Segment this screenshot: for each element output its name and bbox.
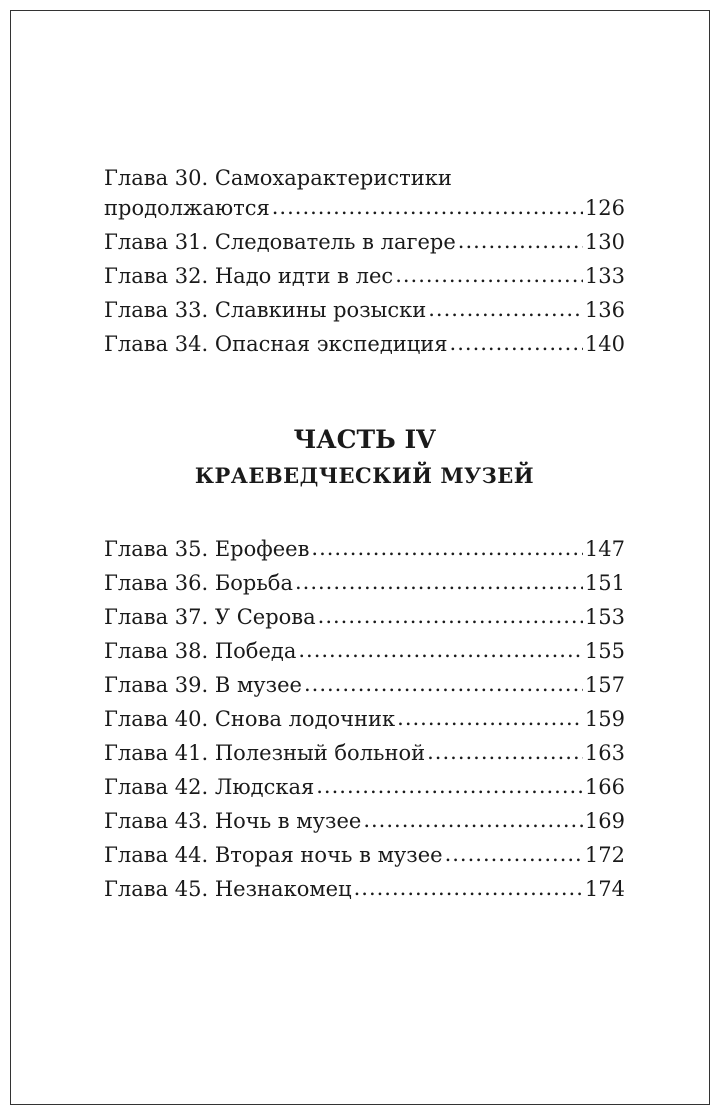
toc-entry-page: 151	[584, 571, 625, 595]
dot-leader	[363, 803, 583, 837]
dot-leader	[354, 871, 583, 905]
toc-entry-title: Глава 35. Ерофеев	[104, 537, 310, 561]
toc-entry-title: Глава 45. Незнакомец	[104, 877, 352, 901]
toc-entry[interactable]	[104, 327, 625, 361]
dot-leader	[445, 837, 583, 871]
toc-entry-title: Глава 43. Ночь в музее	[104, 809, 362, 833]
dot-leader	[298, 633, 583, 667]
toc-entry-title: Глава 36. Борьба	[104, 571, 293, 595]
toc-entry[interactable]	[104, 736, 625, 770]
toc-entry-title: Глава 40. Снова лодочник	[104, 707, 396, 731]
dot-leader	[272, 190, 583, 224]
dot-leader	[427, 735, 583, 769]
dot-leader	[458, 224, 583, 258]
toc-entry[interactable]	[104, 566, 625, 600]
toc-entry-title: Глава 37. У Серова	[104, 605, 316, 629]
toc-entry-title: Глава 34. Опасная экспедиция	[104, 332, 448, 356]
toc-entry-title: Глава 42. Людская	[104, 775, 315, 799]
toc-entry[interactable]	[104, 770, 625, 804]
toc-entry-page: 136	[584, 298, 625, 322]
toc-entry-page: 147	[584, 537, 625, 561]
toc-list-part4	[104, 532, 625, 906]
dot-leader	[316, 769, 583, 803]
toc-entry-page: 155	[584, 639, 625, 663]
dot-leader	[295, 565, 583, 599]
toc-entry-title: Глава 31. Следователь в лагере	[104, 230, 456, 254]
toc-entry-title: продолжаются	[104, 196, 270, 220]
toc-entry-page: 126	[584, 196, 625, 220]
toc-entry-title: Глава 32. Надо идти в лес	[104, 264, 394, 288]
toc-entry-title: Глава 39. В музее	[104, 673, 302, 697]
toc-entry[interactable]	[104, 838, 625, 872]
toc-entry[interactable]	[104, 872, 625, 906]
toc-entry-page: 153	[584, 605, 625, 629]
dot-leader	[311, 531, 583, 565]
dot-leader	[428, 292, 583, 326]
toc-entry-title: Глава 33. Славкины розыски	[104, 298, 427, 322]
toc-entry-title: Глава 41. Полезный больной	[104, 741, 426, 765]
part-number-heading: ЧАСТЬ IV	[293, 425, 436, 454]
toc-entry-title-line1: Глава 30. Самохарактеристики	[104, 166, 452, 190]
toc-entry[interactable]	[104, 804, 625, 838]
toc-entry-title: Глава 38. Победа	[104, 639, 297, 663]
toc-entry-page: 172	[584, 843, 625, 867]
dot-leader	[397, 701, 583, 735]
toc-entry-page: 166	[584, 775, 625, 799]
toc-entry-page: 157	[584, 673, 625, 697]
dot-leader	[318, 599, 583, 633]
toc-entry-page: 140	[584, 332, 625, 356]
toc-entry[interactable]	[104, 165, 625, 225]
toc-entry[interactable]	[104, 293, 625, 327]
toc-entry-page: 169	[584, 809, 625, 833]
toc-entry[interactable]	[104, 634, 625, 668]
toc-entry[interactable]	[104, 225, 625, 259]
toc-entry[interactable]	[104, 702, 625, 736]
dot-leader	[450, 326, 583, 360]
toc-entry-page: 130	[584, 230, 625, 254]
part-title-heading: КРАЕВЕДЧЕСКИЙ МУЗЕЙ	[194, 463, 535, 488]
toc-entry[interactable]	[104, 259, 625, 293]
dot-leader	[395, 258, 583, 292]
toc-entry-page: 159	[584, 707, 625, 731]
toc-list-part3	[104, 165, 625, 361]
toc-entry[interactable]	[104, 668, 625, 702]
dot-leader	[304, 667, 583, 701]
toc-entry[interactable]	[104, 532, 625, 566]
toc-entry-page: 163	[584, 741, 625, 765]
toc-entry[interactable]	[104, 600, 625, 634]
toc-entry-page: 174	[584, 877, 625, 901]
toc-entry-title: Глава 44. Вторая ночь в музее	[104, 843, 443, 867]
toc-entry-page: 133	[584, 264, 625, 288]
